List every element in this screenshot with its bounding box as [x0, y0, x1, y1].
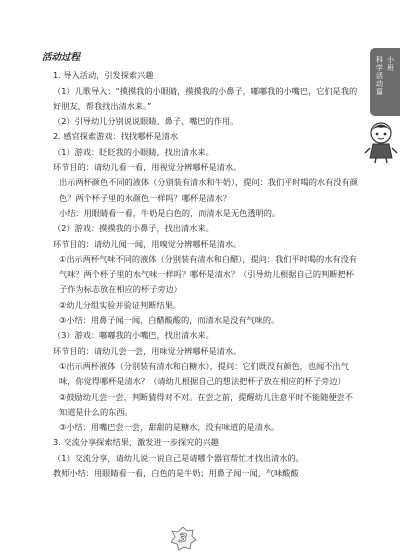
paragraph: 教师小结：用眼睛看一看，白色的是牛奶；用鼻子闻一闻，气味酸酸	[53, 468, 299, 479]
paragraph: （1）游戏：眨眨我的小眼睛，找出清水来。	[53, 146, 214, 157]
paragraph: ①出示两杯气味不同的液体（分别装有清水和白醋），提问：我们平时喝的水有没有气味？两个杯子里的水气味一样吗？哪杯是清水？（引导幼儿根据自己的判断把杯子作为标志放在相应的杯子旁边）	[59, 253, 357, 295]
paragraph: 出示两杯颜色不同的液体（分别装有清水和牛奶），提问：我们平时喝的水有没有颜色？两个杯子里的水颜色一样吗？哪杯是清水？	[59, 177, 358, 203]
page-number-value: 3	[178, 531, 188, 545]
page-number	[168, 525, 198, 551]
paragraph: 3. 交流分享探索结果，激发进一步探究的兴趣	[53, 437, 219, 448]
paragraph: （1）儿歌导入：“摸摸我的小眼睛，摸摸我的小鼻子，嘟嘟我的小嘴巴，它们是我的好朋友，帮我找出清水来。”	[53, 85, 358, 111]
side-tab-level: 小班	[386, 56, 395, 72]
paragraph: （2）引导幼儿分别说说眼睛、鼻子、嘴巴的作用。	[53, 116, 239, 127]
paragraph: ①出示两杯液体（分别装有清水和白糖水），提问：它们既没有颜色，也闻不出气味，你觉得哪杯是清水？（请幼儿根据自己的想法把杯子放在相应的杯子旁边）	[59, 360, 349, 387]
paragraph: 环节目的：请幼儿闻一闻，用嗅觉分辨哪杯是清水。	[53, 238, 242, 249]
paragraph: （3）游戏：嘟嘟我的小嘴巴，找出清水来。	[53, 330, 214, 341]
paragraph: 1. 导入活动，引发探索兴趣	[53, 70, 154, 81]
paragraph: ③小结：用嘴巴尝一尝，甜甜的是糖水，没有味道的是清水。	[59, 422, 280, 433]
paragraph: ②鼓励幼儿尝一尝，判断猜得对不对。在尝之前，提醒幼儿注意平时不能随便尝不知道是什么的东西。	[59, 391, 353, 417]
paragraph: 2. 感官探索游戏：找找哪杯是清水	[53, 131, 179, 142]
paragraph: 小结：用眼睛看一看，牛奶是白色的，而清水是无色透明的。	[59, 207, 281, 218]
side-tab	[370, 48, 400, 116]
paragraph: 环节目的：请幼儿看一看，用视觉分辨哪杯是清水。	[53, 162, 242, 173]
paragraph: ③小结：用鼻子闻一闻，白醋酸酸的，而清水是没有气味的。	[59, 315, 280, 326]
paragraph: （2）游戏：摸摸我的小鼻子，找出清水来。	[53, 223, 214, 234]
activity-content	[42, 50, 360, 481]
section-heading: 活动过程	[42, 52, 81, 63]
mascot-icon	[364, 120, 398, 164]
paragraph: 环节目的：请幼儿尝一尝，用味觉分辨哪杯是清水。	[53, 345, 242, 356]
paragraph: ②幼儿分组实验并验证判断结果。	[59, 299, 181, 310]
side-tab-section: 科学活动篇	[375, 56, 384, 96]
paragraph: （1）交流分享，请幼儿说一说自己是请哪个器官帮忙才找出清水的。	[53, 452, 304, 463]
